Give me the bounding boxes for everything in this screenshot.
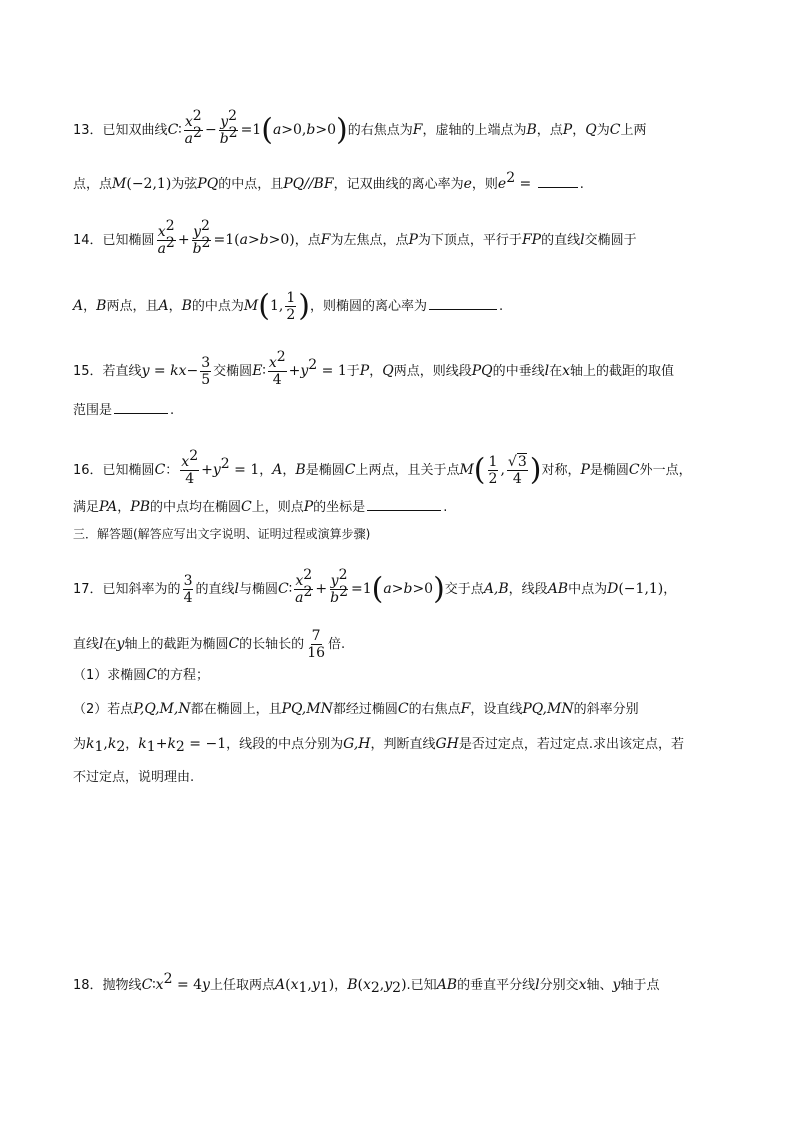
problem-17-question-1: （1）求椭圆C的方程； <box>73 667 210 683</box>
problem-14-line-2: A，B两点，且A，B的中点为M(1, $\frac{1}{2}$ )，则椭圆的离心率为 . <box>73 288 504 324</box>
problem-15-line-2: 范围是 . <box>73 403 175 418</box>
problem-number: 18． <box>73 978 103 993</box>
problem-number: 14． <box>73 233 103 249</box>
problem-16-line-1: 16．已知椭圆C： $\frac{x^2}{4}$ $+y^2 = 1$，A，B是椭圆C上两点，且关于点M( $\frac{1}{2}$ , $\frac{√3}{4}$ )对称，P是椭圆C外一点， <box>73 448 692 488</box>
problem-17-line-1: 17．已知斜率为的 $\frac{3}{4}$ 的直线l与椭圆C∶ $\frac{x^2}{a^2}$ + $\frac{y^2}{b^2}$ =1(a>b>0)交于点A,B，线段AB中点为D(−1,1)， <box>73 567 677 607</box>
problem-13-line-2: 点，点M(−2,1)为弦PQ的中点，且PQ//BF，记双曲线的离心率为e，则$e^2$ = . <box>73 170 584 192</box>
answer-blank[interactable] <box>114 401 168 414</box>
problem-17-question-2-line-1: （2）若点P,Q,M,N都在椭圆上，且PQ,MN都经过椭圆C的右焦点F，设直线PQ,MN的斜率分别 <box>73 701 639 717</box>
problem-number: 17． <box>73 582 103 598</box>
problem-15-line-1: 15．若直线y = kx− $\frac{3}{5}$ 交椭圆E∶ $\frac{x^2}{4}$ $+y^2 = 1$于P，Q两点，则线段PQ的中垂线l在x轴上的截距的取值 <box>73 349 675 389</box>
problem-number: 15． <box>73 364 103 380</box>
problem-17-question-2-line-3: 不过定点，说明理由. <box>73 770 195 785</box>
problem-18-line-1: 18．抛物线$C∶x^2 = 4y$上任取两点$A(x_1,y_1)$，$B(x_2,y_2)$.已知AB的垂直平分线l分别交x轴、y轴于点 <box>73 971 660 996</box>
section-heading: 三．解答题(解答应写出文字说明、证明过程或演算步骤) <box>73 527 371 541</box>
problem-16-line-2: 满足PA，PB的中点均在椭圆C上，则点P的坐标是 . <box>73 499 448 515</box>
problem-number: 13． <box>73 123 103 139</box>
problem-number: 16． <box>73 463 103 479</box>
answer-blank[interactable] <box>429 297 497 310</box>
problem-17-line-2: 直线l在y轴上的截距为椭圆C的长轴长的 $\frac{7}{16}$ 倍. <box>73 628 346 662</box>
problem-17-question-2-line-2: 为$k_1,k_2$，$k_1+k_2 = -1$，线段的中点分别为G,H，判断直线GH是否过定点，若过定点.求出该定点，若 <box>73 736 685 755</box>
answer-blank[interactable] <box>367 498 441 511</box>
problem-14-line-1: 14．已知椭圆 $\frac{x^2}{a^2}$ + $\frac{y^2}{b^2}$ =1(a>b>0)，点F为左焦点，点P为下顶点，平行于FP的直线l交椭圆于 <box>73 218 637 258</box>
answer-blank[interactable] <box>538 175 578 188</box>
problem-13-line-1: 13．已知双曲线C∶ $\frac{x^2}{a^2}$ − $\frac{y^2}{b^2}$ =1(a>0,b>0)的右焦点为F，虚轴的上端点为B，点P，Q为C上两 <box>73 108 647 148</box>
